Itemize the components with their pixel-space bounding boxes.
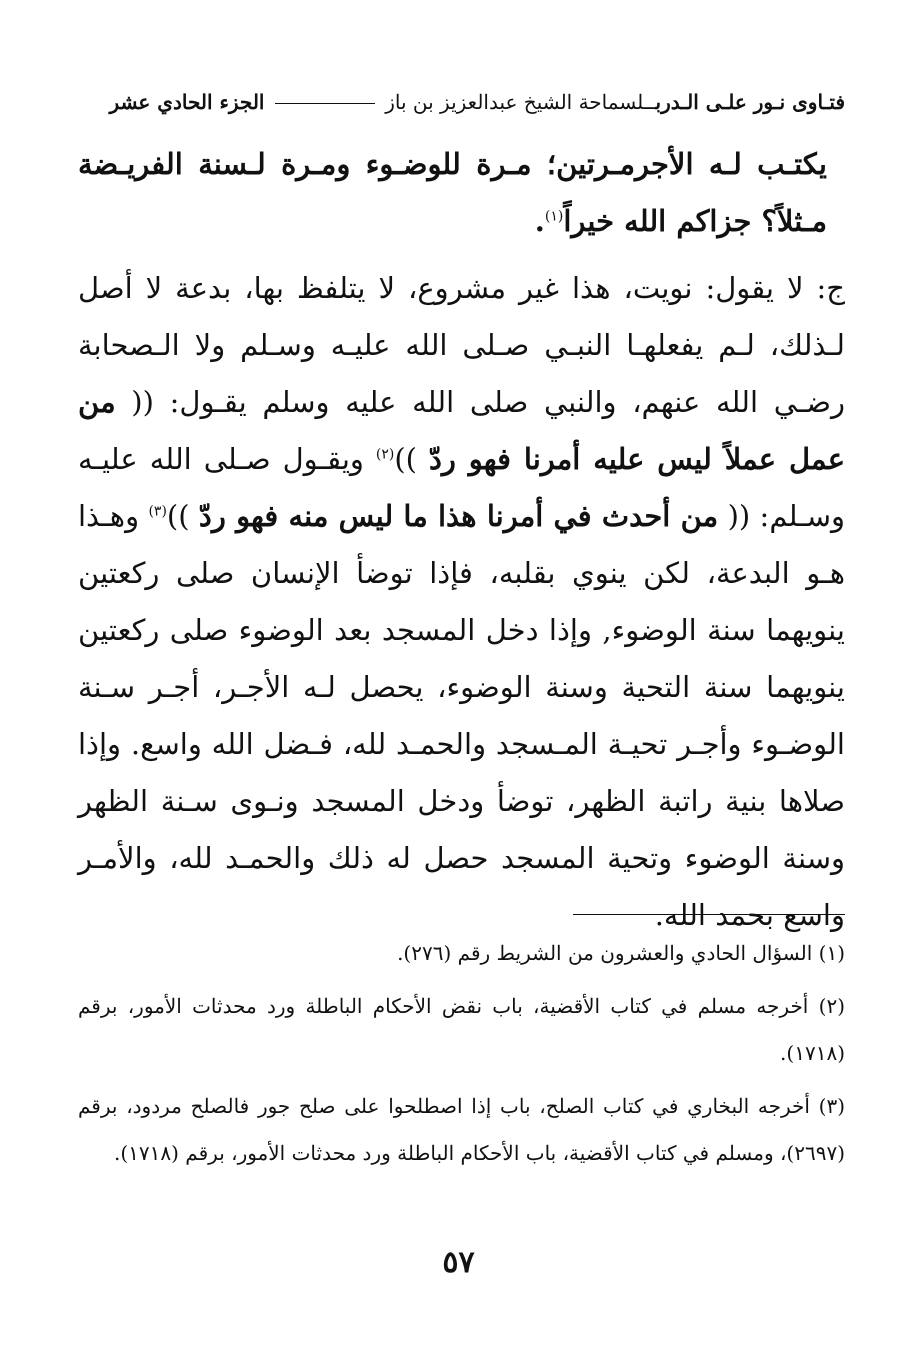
footnote-separator bbox=[573, 914, 845, 915]
hadith-close-2: )) bbox=[166, 499, 190, 533]
header-rule bbox=[275, 103, 375, 104]
footnote-3: (٣) أخرجه البخاري في كتاب الصلح، باب إذا اصطلحوا على صلح جور فالصلح مردود، برقم (٢٦٩٧)، ومسلم في كتاب الأقضية، باب الأحكام الباطلة ورد محدثات الأمور، برقم (١٧١٨). bbox=[78, 1094, 845, 1165]
question-line-1: يكتـب لـه الأجرمـرتين؛ مـرة للوضـوء ومـرة لـسنة الفريـضة مـثلاً؟ bbox=[78, 147, 827, 238]
book-title: فتـاوى نـور علـى الـدرب bbox=[655, 90, 845, 114]
page-number: ٥٧ bbox=[442, 1245, 475, 1280]
hadith-close-1: )) bbox=[394, 442, 417, 476]
header-dash-short: ــ bbox=[643, 90, 656, 114]
main-text bbox=[78, 136, 845, 944]
running-header bbox=[78, 88, 845, 128]
question-paragraph bbox=[78, 136, 845, 250]
author-name: لسماحة الشيخ عبدالعزيز بن باز bbox=[385, 90, 644, 114]
footnote-marker-1: (١) bbox=[544, 208, 564, 225]
volume-label: الجزء الحادي عشر bbox=[109, 90, 265, 114]
answer-paragraph bbox=[78, 260, 845, 944]
answer-text-1: ج: لا يقول: نويت، هذا غير مشروع، لا يتلفظ بها، بدعة لا أصل لـذلك، لـم يفعلهـا النبـي صـلى الله عليـه وسـلم ولا الـصحابة رضـي الله عنهم، والنبي صلى الله عليه وسلم يقـول: (( bbox=[78, 271, 845, 419]
footnote-1: (١) السؤال الحادي والعشرون من الشريط رقم (٢٧٦). bbox=[397, 941, 845, 965]
footnote-marker-2: (٢) bbox=[375, 446, 395, 463]
footnote-marker-3: (٣) bbox=[148, 503, 167, 520]
question-line-2: جزاكم الله خيراً bbox=[563, 204, 752, 238]
answer-text-2: ويقـول صـلى الله عليـه وسـلم: (( bbox=[78, 442, 846, 533]
hadith-quote-1: من عمل عملاً ليس عليه أمرنا فهو ردّ bbox=[78, 385, 846, 476]
footnote-2: (٢) أخرجه مسلم في كتاب الأقضية، باب نقض الأحكام الباطلة ورد محدثات الأمور، برقم (١٧١٨). bbox=[78, 994, 845, 1065]
answer-text-3: وهـذا هـو البدعة، لكن ينوي بقلبه، فإذا توضأ الإنسان صلى ركعتين ينويهما سنة الوضوء, وإذا دخل المسجد بعد الوضوء صلى ركعتين ينويهما سنة التحية وسنة الوضوء، يحصل لـه الأجـر، أجـر سـنة الوضـوء وأجـر تحيـة المـسجد والحمـد لله، فـضل الله واسع. وإذا صلاها بنية راتبة الظهر، توضأ ودخل المسجد ونـوى سـنة الظهر وسنة الوضوء وتحية المسجد حصل له ذلك والحمـد لله، والأمـر واسع بحمد الله. bbox=[78, 499, 845, 932]
footnotes-section bbox=[78, 930, 845, 1183]
question-end: . bbox=[534, 204, 545, 238]
hadith-quote-2: من أحدث في أمرنا هذا ما ليس منه فهو ردّ bbox=[198, 499, 719, 533]
